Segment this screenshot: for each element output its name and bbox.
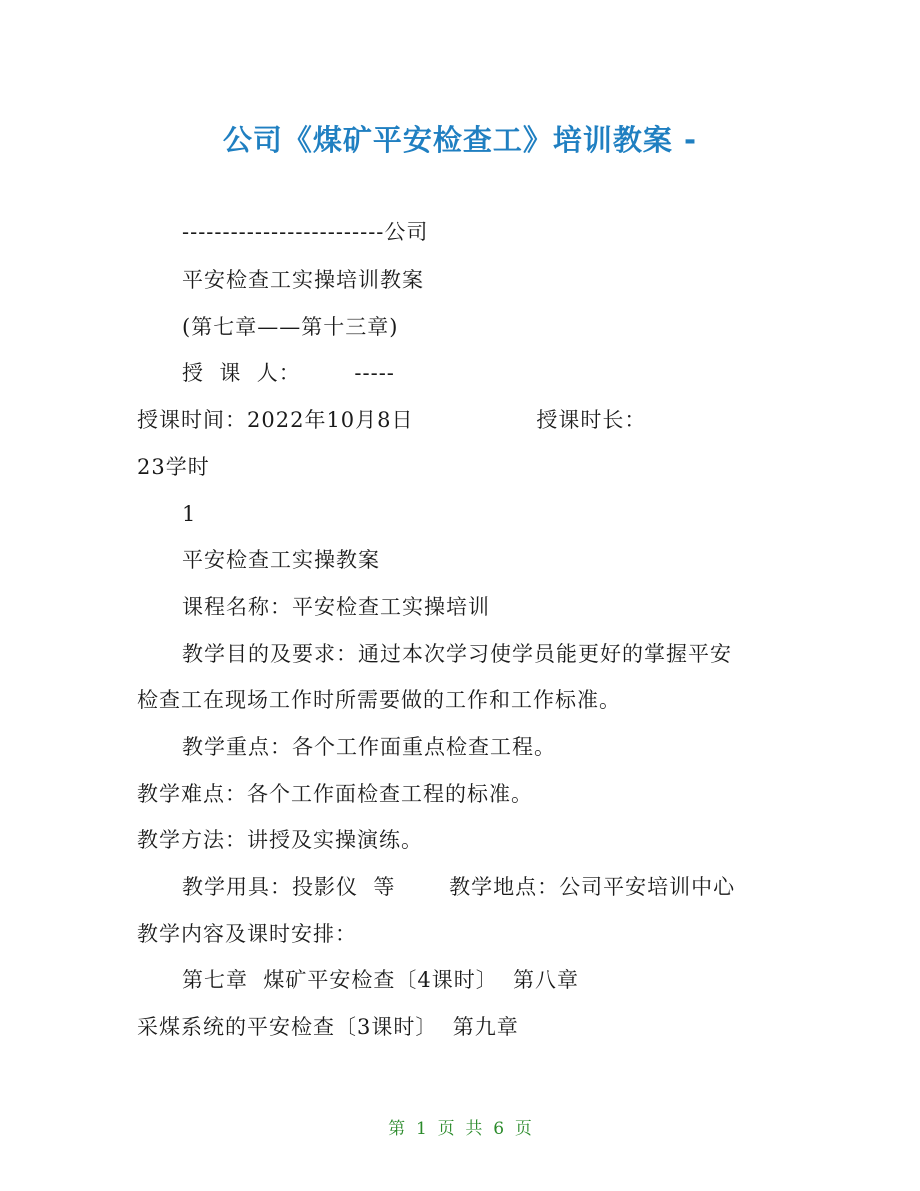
tools-location: 教学用具：投影仪 等 教学地点：公司平安培训中心 xyxy=(182,875,736,899)
plan-title: 平安检查工实操培训教案 xyxy=(182,268,424,292)
instructor-line: 授 课 人： ----- xyxy=(182,361,395,385)
difficult-points: 教学难点：各个工作面检查工程的标准。 xyxy=(137,782,533,806)
section-heading: 平安检查工实操教案 xyxy=(182,548,380,572)
chapter-seven-line: 第七章 煤矿平安检查〔4课时〕 第八章 xyxy=(182,968,580,992)
document-title: 公司《煤矿平安检查工》培训教案 - xyxy=(222,123,698,157)
objectives-line-1: 教学目的及要求：通过本次学习使学员能更好的掌握平安 xyxy=(182,642,732,666)
page-footer: 第 1 页 共 6 页 xyxy=(388,1119,532,1139)
company-line: -------------------------公司 xyxy=(182,220,429,244)
chapter-eight-line: 采煤系统的平安检查〔3课时〕 第九章 xyxy=(137,1015,519,1039)
chapter-range: (第七章——第十三章) xyxy=(182,315,399,339)
section-number: 1 xyxy=(182,502,197,526)
duration-line: 23学时 xyxy=(137,455,210,479)
course-name: 课程名称：平安检查工实操培训 xyxy=(182,595,490,619)
key-points: 教学重点：各个工作面重点检查工程。 xyxy=(182,735,556,759)
content-schedule: 教学内容及课时安排： xyxy=(137,922,357,946)
objectives-line-2: 检查工在现场工作时所需要做的工作和工作标准。 xyxy=(137,688,621,712)
schedule-line: 授课时间：2022年10月8日 授课时长： xyxy=(137,408,647,432)
teaching-method: 教学方法：讲授及实操演练。 xyxy=(137,828,423,852)
